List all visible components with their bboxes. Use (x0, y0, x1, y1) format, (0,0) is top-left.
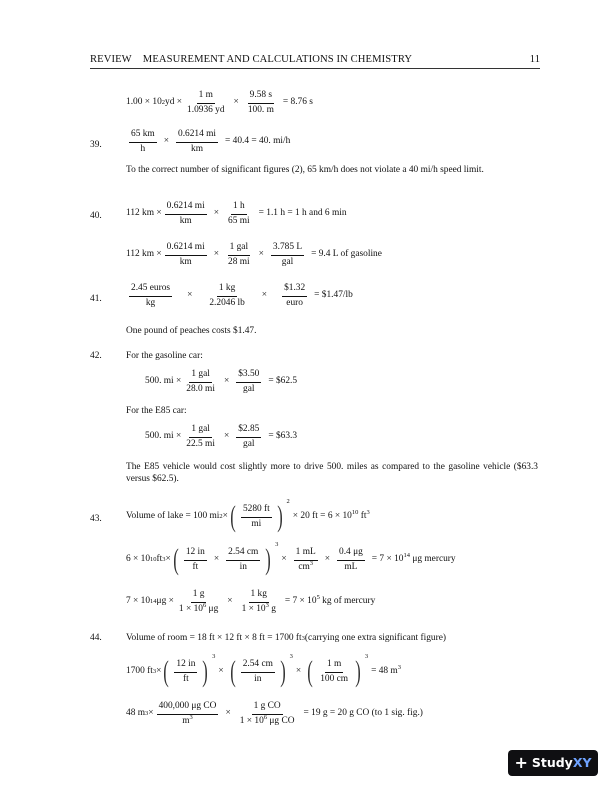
logo-text-study: Study (531, 755, 573, 771)
problem-number: 42. (90, 351, 102, 361)
equation-44b: 1700 ft 3 × ( $\frac{12 in}{ft}$ ) 3 × ( $\frac{2.54 cm}{in}$ ) 3 × ( $\frac{1 m}{100 cm}$ ) 3 = 48 $m^3$ (126, 653, 401, 688)
equation-39: $\frac{65 km}{h}$ × $\frac{0.6214 mi}{km}$ = 40.4 = 40. mi/h (131, 129, 291, 154)
header-rule (90, 68, 540, 69)
equation-41: $\frac{\text{2.45 euros}}{kg}$ × $\frac{1 kg}{2.2046 lb}$ × $\frac{\$1.32}{\text{euro}}$ = $1.47/lb (131, 283, 353, 308)
equation-44c: 48 m 3 × $\frac{\text{400,000 μg CO}}{m^3}$ × $\frac{\text{1 g CO}}{1 \times 10^6 \mu g CO}$ = 19 g = 20 g CO (to 1 sig. fig.) (126, 701, 423, 726)
equation-speed: 1.00 × 10 2 yd × $\frac{1 m}{1.0936 yd}$ × $\frac{9.58 s}{100. m}$ = 8.76 s (126, 90, 313, 115)
paragraph-39: To the correct number of significant figures (2), 65 km/h does not violate a 40 mi/h speed limit. (126, 165, 484, 175)
label-gasoline-car: For the gasoline car: (126, 351, 203, 361)
problem-number: 41. (90, 294, 102, 304)
equation-44a: Volume of room = 18 ft × 12 ft × 8 ft = 1700 ft 3 (carrying one extra significant figure) (126, 633, 446, 643)
label-e85-car: For the E85 car: (126, 406, 187, 416)
plus-icon: + (514, 753, 528, 772)
equation-42b: 500. mi × $\frac{\text{1 gal}}{22.5 mi}$ × $\frac{\$2.85}{\text{gal}}$ = $63.3 (145, 424, 298, 449)
problem-number: 44. (90, 633, 102, 643)
problem-number: 39. (90, 140, 102, 150)
equation-40a: 112 km × $\frac{0.6214 mi}{km}$ × $\frac{1 h}{65 mi}$ = 1.1 h = 1 h and 6 min (126, 201, 347, 226)
paragraph-41: One pound of peaches costs $1.47. (126, 326, 257, 336)
paragraph-42: The E85 vehicle would cost slightly more to drive 500. miles as compared to the gasoline vehicle ($63.3 versus $62.5). (126, 462, 538, 484)
studyxy-logo[interactable] (508, 750, 598, 776)
problem-number: 40. (90, 211, 102, 221)
equation-43b: 6 × 10 10 ft 3 × ( $\frac{12 in}{ft}$ × $\frac{2.54 cm}{in}$ ) 3 × $\frac{1 mL}{cm^3}$ × $\frac{0.4 \mu g}{mL}$ = $7 \times 10^{14}$ μg mercury (126, 541, 456, 576)
page-number: 11 (529, 54, 540, 65)
equation-40b: 112 km × $\frac{0.6214 mi}{km}$ × $\frac{\text{1 gal}}{28 mi}$ × $\frac{3.785 L}{\text{gal}}$ = 9.4 L of gasoline (126, 242, 382, 267)
problem-number: 43. (90, 514, 102, 524)
equation-42a: 500. mi × $\frac{\text{1 gal}}{28.0 mi}$ × $\frac{\$3.50}{\text{gal}}$ = $62.5 (145, 369, 298, 394)
equation-43a: Volume of lake = 100 mi 2 × ( $\frac{5280 ft}{mi}$ ) 2 × 20 ft = $6 \times 10^{10}$ $ft^3$ (126, 498, 370, 533)
equation-43c: 7 × 10 14 μg × $\frac{1 g}{1 \times 10^6 \mu g}$ × $\frac{1 kg}{1 \times 10^3 g}$ = $7 \times 10^5$ kg of mercury (126, 589, 376, 614)
header-title: REVIEW MEASUREMENT AND CALCULATIONS IN CHEMISTRY (90, 54, 413, 65)
logo-text-xy: XY (572, 755, 592, 771)
